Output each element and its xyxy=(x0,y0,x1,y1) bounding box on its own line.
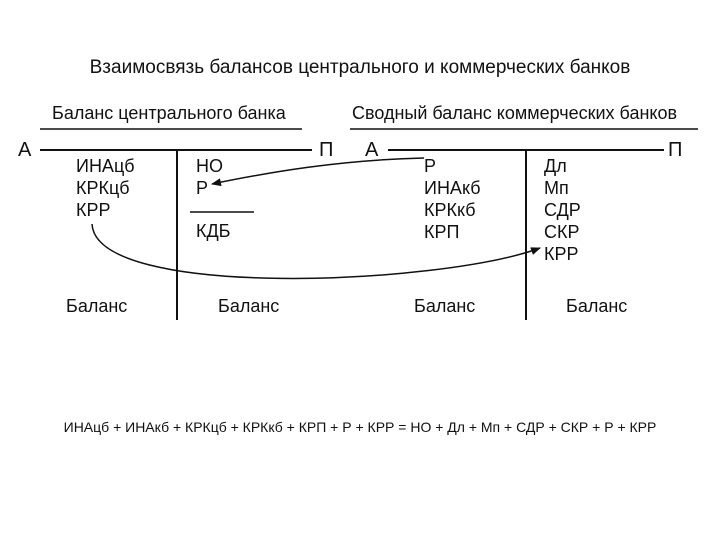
list-item: КРП xyxy=(424,222,460,242)
list-item: СКР xyxy=(544,222,580,242)
list-item: ИНАкб xyxy=(424,178,481,198)
page-title: Взаимосвязь балансов центрального и коммерческих банков xyxy=(89,57,631,78)
central-balance-header: Баланс центрального банка xyxy=(52,103,286,123)
list-item: НО xyxy=(196,156,223,176)
list-item: Р xyxy=(424,156,437,176)
list-item: КРР xyxy=(76,200,111,220)
list-item: ИНАцб xyxy=(76,156,135,176)
commercial-liabilities-label: П xyxy=(668,139,683,161)
central-liabilities-list xyxy=(196,155,223,199)
central-assets-label: А xyxy=(18,139,32,161)
reserves-arrow xyxy=(212,158,424,184)
list-item: КРКкб xyxy=(424,200,476,220)
list-item: Мп xyxy=(544,178,569,198)
commercial-assets-list xyxy=(424,155,481,243)
list-item: КРР xyxy=(544,244,579,264)
commercial-liabilities-list xyxy=(544,155,581,265)
commercial-balance-header: Сводный баланс коммерческих банков xyxy=(352,103,678,123)
list-item: Р xyxy=(196,178,209,198)
central-liabilities-label: П xyxy=(319,139,334,161)
commercial-balance-right: Баланс xyxy=(566,296,628,316)
central-balance-right: Баланс xyxy=(218,296,280,316)
central-assets-list xyxy=(76,155,135,221)
commercial-assets-label: А xyxy=(365,139,379,161)
list-item: Дл xyxy=(544,156,567,176)
list-item: КРКцб xyxy=(76,178,130,198)
central-capital: КДБ xyxy=(196,221,231,241)
commercial-balance-left: Баланс xyxy=(414,296,476,316)
list-item: СДР xyxy=(544,200,581,220)
balance-equation: ИНАцб + ИНАкб + КРКцб + КРКкб + КРП + Р + КРР = НО + Дл + Мп + СДР + СКР + Р + КРР xyxy=(63,419,657,435)
central-balance-left: Баланс xyxy=(66,296,128,316)
